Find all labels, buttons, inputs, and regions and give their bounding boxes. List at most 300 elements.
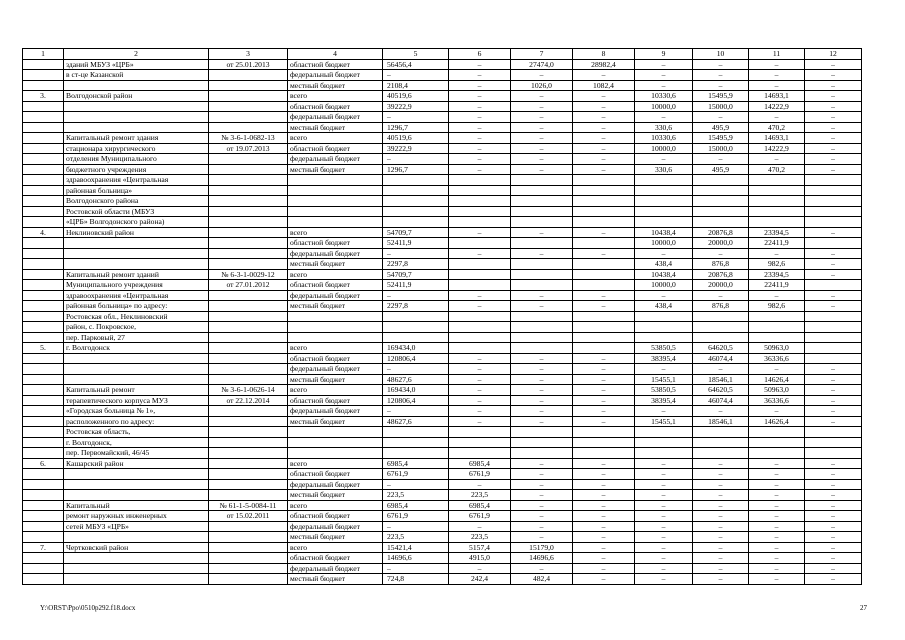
amount-cell-col-12: – xyxy=(805,301,862,312)
amount-cell-col-6: – xyxy=(449,416,511,427)
amount-cell-col-9: – xyxy=(635,80,693,91)
amount-cell-col-11 xyxy=(749,217,805,228)
amount-cell-col-9: 10000,0 xyxy=(635,101,693,112)
amount-cell-col-12 xyxy=(805,332,862,343)
amount-cell-col-11: 23394,5 xyxy=(749,269,805,280)
amount-cell-col-11: – xyxy=(749,59,805,70)
amount-cell-col-11 xyxy=(749,196,805,207)
amount-cell-col-6: – xyxy=(449,164,511,175)
amount-cell-col-11: – xyxy=(749,574,805,585)
budget-source-cell: областной бюджет xyxy=(288,395,383,406)
budget-source-cell: местный бюджет xyxy=(288,374,383,385)
row-number-cell xyxy=(23,448,64,459)
amount-cell-col-7 xyxy=(511,322,573,333)
table-row xyxy=(23,500,862,511)
amount-cell-col-6: – xyxy=(449,112,511,123)
amount-cell-col-9: – xyxy=(635,532,693,543)
document-number-cell xyxy=(209,238,288,249)
object-name-cell xyxy=(64,259,209,270)
amount-cell-col-8: – xyxy=(573,154,635,165)
table-row xyxy=(23,122,862,133)
amount-cell-col-6: – xyxy=(449,364,511,375)
amount-cell-col-8 xyxy=(573,448,635,459)
budget-source-cell: всего xyxy=(288,133,383,144)
row-number-cell xyxy=(23,217,64,228)
budget-source-cell: всего xyxy=(288,227,383,238)
amount-cell-col-7: – xyxy=(511,227,573,238)
table-row xyxy=(23,91,862,102)
amount-cell-col-8: – xyxy=(573,574,635,585)
budget-source-cell: областной бюджет xyxy=(288,238,383,249)
amount-cell-col-11: – xyxy=(749,532,805,543)
column-number-11: 11 xyxy=(749,49,805,60)
table-row xyxy=(23,416,862,427)
amount-cell-col-5: 6985,4 xyxy=(383,500,449,511)
amount-cell-col-12: – xyxy=(805,385,862,396)
object-name-cell xyxy=(64,248,209,259)
object-name-cell: Волгодонской район xyxy=(64,91,209,102)
budget-source-cell xyxy=(288,448,383,459)
amount-cell-col-11: – xyxy=(749,458,805,469)
table-row xyxy=(23,206,862,217)
amount-cell-col-7 xyxy=(511,217,573,228)
amount-cell-col-11: – xyxy=(749,248,805,259)
object-name-cell: Неклиновский район xyxy=(64,227,209,238)
row-number-cell xyxy=(23,59,64,70)
amount-cell-col-12: – xyxy=(805,490,862,501)
document-number-cell xyxy=(209,490,288,501)
amount-cell-col-6: – xyxy=(449,406,511,417)
amount-cell-col-12: – xyxy=(805,80,862,91)
object-name-cell: здравоохранения «Центральная xyxy=(64,290,209,301)
budget-source-cell: местный бюджет xyxy=(288,416,383,427)
amount-cell-col-12 xyxy=(805,343,862,354)
table-row xyxy=(23,521,862,532)
column-number-5: 5 xyxy=(383,49,449,60)
amount-cell-col-6: – xyxy=(449,521,511,532)
amount-cell-col-8: – xyxy=(573,248,635,259)
amount-cell-col-11 xyxy=(749,427,805,438)
row-number-cell xyxy=(23,479,64,490)
amount-cell-col-8: 28982,4 xyxy=(573,59,635,70)
amount-cell-col-5 xyxy=(383,185,449,196)
amount-cell-col-5: 48627,6 xyxy=(383,416,449,427)
amount-cell-col-5: 52411,9 xyxy=(383,238,449,249)
amount-cell-col-9: – xyxy=(635,479,693,490)
table-row xyxy=(23,343,862,354)
amount-cell-col-8: – xyxy=(573,563,635,574)
amount-cell-col-7 xyxy=(511,206,573,217)
amount-cell-col-9: 330,6 xyxy=(635,122,693,133)
object-name-cell: пер. Парковый, 27 xyxy=(64,332,209,343)
amount-cell-col-6 xyxy=(449,448,511,459)
amount-cell-col-6 xyxy=(449,437,511,448)
amount-cell-col-5: 39222,9 xyxy=(383,143,449,154)
document-number-cell: № 6-3-1-0029-12 xyxy=(209,269,288,280)
column-number-10: 10 xyxy=(693,49,749,60)
amount-cell-col-9: 438,4 xyxy=(635,259,693,270)
amount-cell-col-10: – xyxy=(693,511,749,522)
amount-cell-col-10: 20000,0 xyxy=(693,238,749,249)
amount-cell-col-11: 14693,1 xyxy=(749,133,805,144)
amount-cell-col-7: – xyxy=(511,500,573,511)
amount-cell-col-11: – xyxy=(749,563,805,574)
object-name-cell: район, с. Покровское, xyxy=(64,322,209,333)
amount-cell-col-9 xyxy=(635,427,693,438)
amount-cell-col-5 xyxy=(383,427,449,438)
amount-cell-col-7 xyxy=(511,311,573,322)
amount-cell-col-8: – xyxy=(573,70,635,81)
amount-cell-col-10: 15000,0 xyxy=(693,101,749,112)
column-number-4: 4 xyxy=(288,49,383,60)
amount-cell-col-11: 14626,4 xyxy=(749,416,805,427)
amount-cell-col-10: 15495,9 xyxy=(693,133,749,144)
table-row xyxy=(23,259,862,270)
amount-cell-col-5: – xyxy=(383,521,449,532)
amount-cell-col-6 xyxy=(449,343,511,354)
amount-cell-col-10: 876,8 xyxy=(693,259,749,270)
budget-source-cell: местный бюджет xyxy=(288,574,383,585)
amount-cell-col-8: – xyxy=(573,91,635,102)
object-name-cell: пер. Первомайский, 46/45 xyxy=(64,448,209,459)
amount-cell-col-9: 38395,4 xyxy=(635,353,693,364)
row-number-cell xyxy=(23,280,64,291)
amount-cell-col-6: – xyxy=(449,101,511,112)
object-name-cell: Капитальный ремонт зданий xyxy=(64,269,209,280)
row-number-cell xyxy=(23,269,64,280)
amount-cell-col-9: – xyxy=(635,458,693,469)
document-number-cell xyxy=(209,154,288,165)
budget-source-cell: областной бюджет xyxy=(288,101,383,112)
amount-cell-col-10: 495,9 xyxy=(693,164,749,175)
object-name-cell: Капитальный ремонт xyxy=(64,385,209,396)
amount-cell-col-7: – xyxy=(511,290,573,301)
object-name-cell xyxy=(64,353,209,364)
amount-cell-col-7 xyxy=(511,259,573,270)
row-number-cell xyxy=(23,395,64,406)
row-number-cell xyxy=(23,553,64,564)
amount-cell-col-10: 20000,0 xyxy=(693,280,749,291)
amount-cell-col-12: – xyxy=(805,458,862,469)
object-name-cell xyxy=(64,112,209,123)
amount-cell-col-9: 330,6 xyxy=(635,164,693,175)
amount-cell-col-10: – xyxy=(693,112,749,123)
row-number-cell xyxy=(23,206,64,217)
amount-cell-col-6: – xyxy=(449,91,511,102)
row-number-cell xyxy=(23,290,64,301)
amount-cell-col-12: – xyxy=(805,374,862,385)
amount-cell-col-8: – xyxy=(573,479,635,490)
object-name-cell xyxy=(64,532,209,543)
document-number-cell xyxy=(209,101,288,112)
amount-cell-col-9: 10000,0 xyxy=(635,238,693,249)
amount-cell-col-7: – xyxy=(511,385,573,396)
table-row xyxy=(23,217,862,228)
amount-cell-col-5: – xyxy=(383,154,449,165)
amount-cell-col-8: – xyxy=(573,353,635,364)
amount-cell-col-6: – xyxy=(449,479,511,490)
amount-cell-col-5: 223,5 xyxy=(383,532,449,543)
amount-cell-col-8 xyxy=(573,437,635,448)
document-number-cell: № 3-6-1-0682-13 xyxy=(209,133,288,144)
row-number-cell xyxy=(23,238,64,249)
amount-cell-col-11: – xyxy=(749,154,805,165)
object-name-cell: Ростовская область, xyxy=(64,427,209,438)
table-row xyxy=(23,542,862,553)
amount-cell-col-7: – xyxy=(511,479,573,490)
budget-source-cell: областной бюджет xyxy=(288,553,383,564)
document-number-cell xyxy=(209,353,288,364)
object-name-cell xyxy=(64,238,209,249)
amount-cell-col-9: – xyxy=(635,406,693,417)
budget-source-cell: всего xyxy=(288,542,383,553)
amount-cell-col-10: – xyxy=(693,574,749,585)
document-number-cell xyxy=(209,91,288,102)
amount-cell-col-5 xyxy=(383,322,449,333)
amount-cell-col-11: – xyxy=(749,479,805,490)
table-row xyxy=(23,101,862,112)
object-name-cell: сетей МБУЗ «ЦРБ» xyxy=(64,521,209,532)
budget-source-cell xyxy=(288,311,383,322)
table-row xyxy=(23,143,862,154)
amount-cell-col-9: 38395,4 xyxy=(635,395,693,406)
table-row xyxy=(23,490,862,501)
budget-source-cell: областной бюджет xyxy=(288,469,383,480)
object-name-cell xyxy=(64,574,209,585)
document-number-cell xyxy=(209,574,288,585)
amount-cell-col-9: 10330,6 xyxy=(635,91,693,102)
amount-cell-col-6: – xyxy=(449,301,511,312)
amount-cell-col-7 xyxy=(511,343,573,354)
budget-source-cell: федеральный бюджет xyxy=(288,290,383,301)
object-name-cell: Муниципального учреждения xyxy=(64,280,209,291)
budget-source-cell: местный бюджет xyxy=(288,80,383,91)
budget-source-cell: областной бюджет xyxy=(288,143,383,154)
amount-cell-col-6: – xyxy=(449,248,511,259)
amount-cell-col-6 xyxy=(449,311,511,322)
amount-cell-col-12: – xyxy=(805,122,862,133)
document-number-cell xyxy=(209,343,288,354)
amount-cell-col-7: – xyxy=(511,164,573,175)
amount-cell-col-9: – xyxy=(635,574,693,585)
table-row xyxy=(23,563,862,574)
amount-cell-col-7: – xyxy=(511,521,573,532)
amount-cell-col-12: – xyxy=(805,154,862,165)
amount-cell-col-8: – xyxy=(573,164,635,175)
table-row xyxy=(23,238,862,249)
document-number-cell xyxy=(209,185,288,196)
table-row xyxy=(23,196,862,207)
amount-cell-col-10: 495,9 xyxy=(693,122,749,133)
amount-cell-col-7: – xyxy=(511,91,573,102)
amount-cell-col-9 xyxy=(635,448,693,459)
amount-cell-col-10: – xyxy=(693,532,749,543)
amount-cell-col-11: 14222,9 xyxy=(749,101,805,112)
document-number-cell xyxy=(209,311,288,322)
amount-cell-col-8: – xyxy=(573,469,635,480)
document-number-cell xyxy=(209,175,288,186)
amount-cell-col-12: – xyxy=(805,563,862,574)
table-row xyxy=(23,385,862,396)
amount-cell-col-12: – xyxy=(805,101,862,112)
amount-cell-col-11: – xyxy=(749,469,805,480)
amount-cell-col-10 xyxy=(693,322,749,333)
amount-cell-col-12: – xyxy=(805,364,862,375)
row-number-cell xyxy=(23,301,64,312)
amount-cell-col-9: 53850,5 xyxy=(635,343,693,354)
amount-cell-col-7 xyxy=(511,269,573,280)
amount-cell-col-6: 242,4 xyxy=(449,574,511,585)
amount-cell-col-9: – xyxy=(635,553,693,564)
amount-cell-col-10: – xyxy=(693,248,749,259)
budget-source-cell: всего xyxy=(288,500,383,511)
table-row xyxy=(23,133,862,144)
amount-cell-col-11 xyxy=(749,437,805,448)
amount-cell-col-8 xyxy=(573,196,635,207)
budget-source-cell: областной бюджет xyxy=(288,353,383,364)
amount-cell-col-7: 482,4 xyxy=(511,574,573,585)
row-number-cell xyxy=(23,311,64,322)
object-name-cell xyxy=(64,101,209,112)
object-name-cell: г. Волгодонск, xyxy=(64,437,209,448)
amount-cell-col-6: – xyxy=(449,133,511,144)
amount-cell-col-9 xyxy=(635,322,693,333)
amount-cell-col-5: – xyxy=(383,112,449,123)
document-number-cell xyxy=(209,553,288,564)
amount-cell-col-10: 15000,0 xyxy=(693,143,749,154)
document-number-cell: от 19.07.2013 xyxy=(209,143,288,154)
table-row xyxy=(23,80,862,91)
object-name-cell: Ростовская обл., Неклиновский xyxy=(64,311,209,322)
row-number-cell xyxy=(23,574,64,585)
table-row xyxy=(23,353,862,364)
amount-cell-col-7: – xyxy=(511,406,573,417)
amount-cell-col-9 xyxy=(635,437,693,448)
amount-cell-col-12 xyxy=(805,175,862,186)
page-number: 27 xyxy=(860,604,867,612)
amount-cell-col-10 xyxy=(693,427,749,438)
amount-cell-col-8 xyxy=(573,269,635,280)
amount-cell-col-7: – xyxy=(511,101,573,112)
amount-cell-col-5: 54709,7 xyxy=(383,227,449,238)
row-number-cell xyxy=(23,154,64,165)
amount-cell-col-6: – xyxy=(449,122,511,133)
table-row xyxy=(23,311,862,322)
amount-cell-col-10 xyxy=(693,448,749,459)
amount-cell-col-7 xyxy=(511,196,573,207)
amount-cell-col-6 xyxy=(449,217,511,228)
amount-cell-col-12: – xyxy=(805,511,862,522)
amount-cell-col-11: – xyxy=(749,542,805,553)
amount-cell-col-7: – xyxy=(511,122,573,133)
amount-cell-col-11 xyxy=(749,448,805,459)
amount-cell-col-8: – xyxy=(573,122,635,133)
amount-cell-col-7: – xyxy=(511,70,573,81)
budget-source-cell: областной бюджет xyxy=(288,511,383,522)
amount-cell-col-5: 6761,9 xyxy=(383,469,449,480)
document-number-cell: от 25.01.2013 xyxy=(209,59,288,70)
row-number-cell xyxy=(23,175,64,186)
amount-cell-col-6 xyxy=(449,269,511,280)
document-number-cell xyxy=(209,364,288,375)
amount-cell-col-11: 982,6 xyxy=(749,301,805,312)
object-name-cell: бюджетного учреждения xyxy=(64,164,209,175)
amount-cell-col-6: – xyxy=(449,290,511,301)
amount-cell-col-5: 169434,0 xyxy=(383,343,449,354)
amount-cell-col-12: – xyxy=(805,269,862,280)
object-name-cell: Чертковский район xyxy=(64,542,209,553)
amount-cell-col-10 xyxy=(693,196,749,207)
object-name-cell: терапевтического корпуса МУЗ xyxy=(64,395,209,406)
amount-cell-col-10 xyxy=(693,332,749,343)
object-name-cell xyxy=(64,469,209,480)
table-row xyxy=(23,374,862,385)
amount-cell-col-10: – xyxy=(693,406,749,417)
amount-cell-col-11: 50963,0 xyxy=(749,385,805,396)
amount-cell-col-5: 2108,4 xyxy=(383,80,449,91)
table-row xyxy=(23,59,862,70)
amount-cell-col-10 xyxy=(693,206,749,217)
row-number-cell: 5. xyxy=(23,343,64,354)
document-number-cell xyxy=(209,122,288,133)
amount-cell-col-7: – xyxy=(511,532,573,543)
budget-source-cell: местный бюджет xyxy=(288,490,383,501)
document-number-cell xyxy=(209,259,288,270)
amount-cell-col-9 xyxy=(635,196,693,207)
budget-source-cell: федеральный бюджет xyxy=(288,70,383,81)
amount-cell-col-12 xyxy=(805,206,862,217)
amount-cell-col-5: 724,8 xyxy=(383,574,449,585)
budget-source-cell: всего xyxy=(288,343,383,354)
budget-source-cell: федеральный бюджет xyxy=(288,248,383,259)
amount-cell-col-6 xyxy=(449,206,511,217)
amount-cell-col-6 xyxy=(449,427,511,438)
amount-cell-col-10: – xyxy=(693,290,749,301)
amount-cell-col-11: – xyxy=(749,70,805,81)
amount-cell-col-12: – xyxy=(805,164,862,175)
amount-cell-col-12: – xyxy=(805,290,862,301)
document-number-cell xyxy=(209,479,288,490)
object-name-cell: Капитальный xyxy=(64,500,209,511)
budget-source-cell: федеральный бюджет xyxy=(288,479,383,490)
amount-cell-col-11: 470,2 xyxy=(749,122,805,133)
amount-cell-col-7 xyxy=(511,185,573,196)
document-number-cell xyxy=(209,112,288,123)
budget-source-cell: федеральный бюджет xyxy=(288,154,383,165)
column-number-2: 2 xyxy=(64,49,209,60)
amount-cell-col-9: – xyxy=(635,563,693,574)
amount-cell-col-11: – xyxy=(749,406,805,417)
table-row xyxy=(23,112,862,123)
object-name-cell: «Городская больница № 1», xyxy=(64,406,209,417)
amount-cell-col-12 xyxy=(805,280,862,291)
amount-cell-col-7: – xyxy=(511,458,573,469)
amount-cell-col-9 xyxy=(635,175,693,186)
row-number-cell xyxy=(23,248,64,259)
amount-cell-col-8: 1082,4 xyxy=(573,80,635,91)
amount-cell-col-9 xyxy=(635,217,693,228)
budget-source-cell xyxy=(288,332,383,343)
amount-cell-col-10: – xyxy=(693,70,749,81)
document-number-cell xyxy=(209,563,288,574)
amount-cell-col-5 xyxy=(383,175,449,186)
document-number-cell xyxy=(209,532,288,543)
amount-cell-col-5 xyxy=(383,448,449,459)
object-name-cell: г. Волгодонск xyxy=(64,343,209,354)
budget-source-cell: местный бюджет xyxy=(288,122,383,133)
amount-cell-col-9: 10438,4 xyxy=(635,227,693,238)
budget-source-cell: местный бюджет xyxy=(288,164,383,175)
